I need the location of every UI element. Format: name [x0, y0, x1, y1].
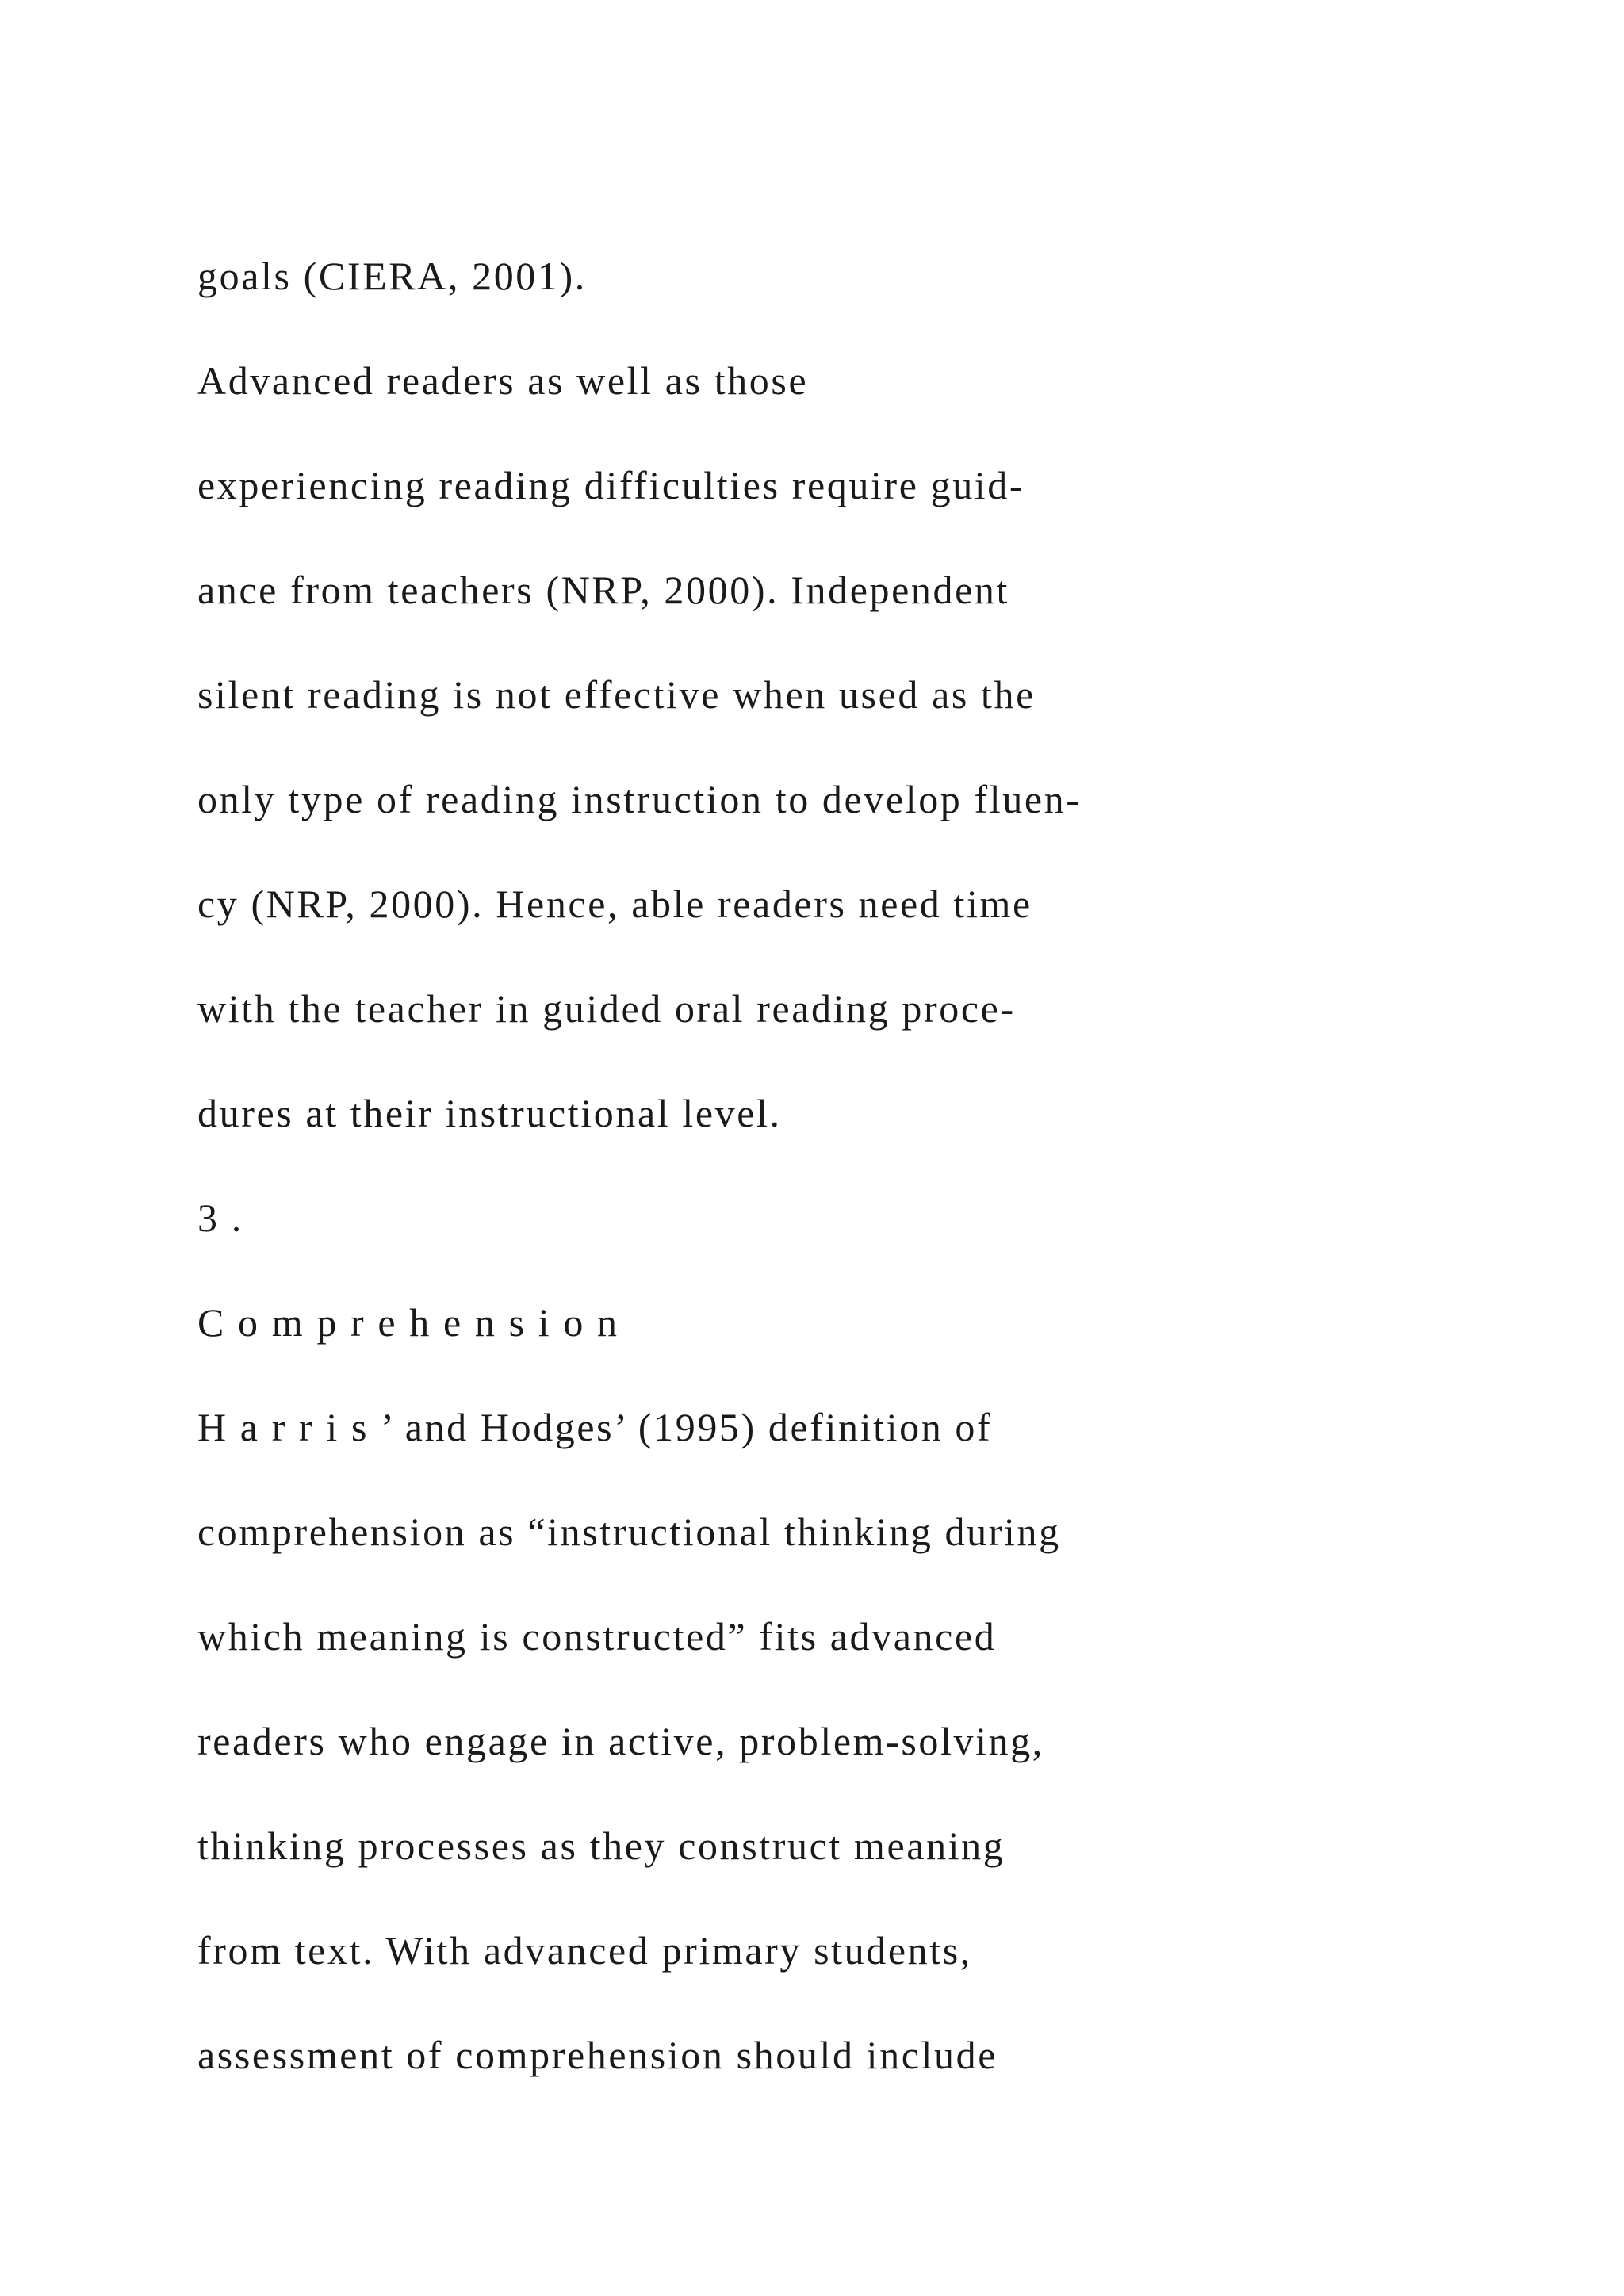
text-line: which meaning is constructed” fits advanced — [197, 1614, 997, 1659]
text-line: cy (NRP, 2000). Hence, able readers need time — [197, 882, 1032, 926]
text-line: experiencing reading difficulties require guid- — [197, 463, 1025, 507]
text-line: dures at their instructional level. — [197, 1091, 782, 1135]
text-line: assessment of comprehension should include — [197, 2033, 998, 2077]
text-line: from text. With advanced primary students, — [197, 1928, 972, 1973]
text-line: readers who engage in active, problem-solving, — [197, 1719, 1044, 1763]
text-line: Advanced readers as well as those — [197, 358, 809, 403]
section-heading: C o m p r e h e n s i o n — [197, 1300, 619, 1345]
text-line: thinking processes as they construct meaning — [197, 1823, 1005, 1868]
text-line: comprehension as “instructional thinking during — [197, 1510, 1061, 1554]
text-line: with the teacher in guided oral reading proce- — [197, 986, 1016, 1031]
text-line: only type of reading instruction to develop fluen- — [197, 777, 1082, 821]
text-line: H a r r i s ’ and Hodges’ (1995) definition of — [197, 1405, 993, 1449]
section-number: 3 . — [197, 1196, 243, 1240]
text-line: goals (CIERA, 2001). — [197, 254, 587, 298]
text-line: ance from teachers (NRP, 2000). Independent — [197, 568, 1009, 612]
text-line: silent reading is not effective when used as the — [197, 672, 1036, 717]
